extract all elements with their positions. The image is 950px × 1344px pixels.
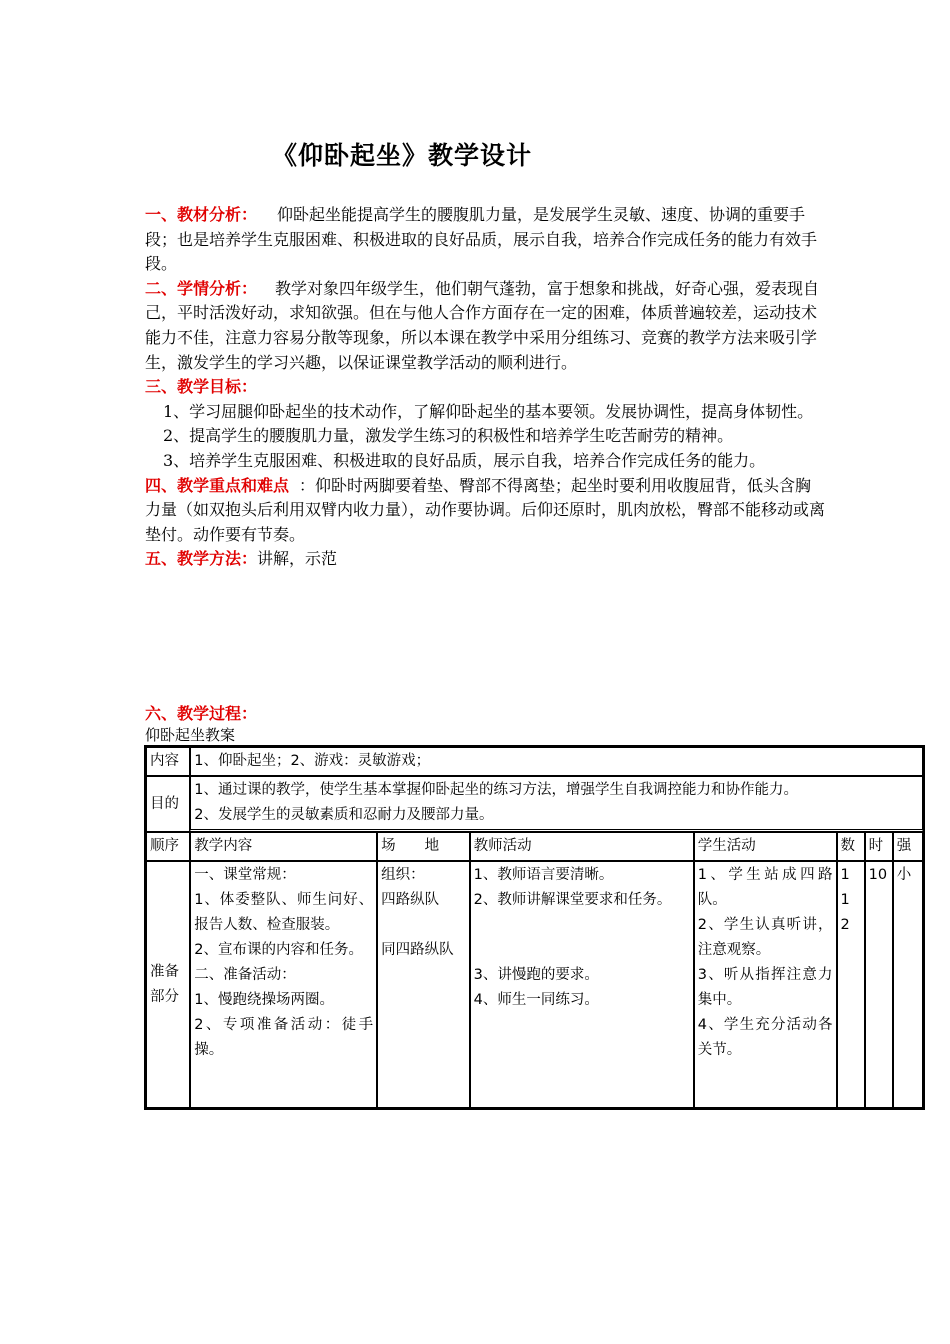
content-line: 一、课堂常规： [194, 867, 296, 883]
preparation-row [146, 861, 923, 1108]
teacher-line: 2、教师讲解课堂要求和任务。 [473, 892, 672, 908]
header-time: 时 [865, 832, 893, 861]
section-3 [145, 375, 825, 400]
teacher-line: 3、讲慢跑的要求。 [473, 967, 599, 983]
content-line: 1、慢跑绕操场两圈。 [194, 992, 334, 1008]
section-5-heading: 五、教学方法： [145, 549, 258, 569]
teacher-line: 1、教师语言要清晰。 [473, 867, 614, 883]
time-cell: 10 [865, 861, 893, 1108]
goal-line-1: 1、通过课的教学，使学生基本掌握仰卧起坐的练习方法，增强学生自我调控能力和协作能力。 [194, 782, 798, 798]
venue-line: 同四路纵队 [381, 942, 454, 958]
section-6-heading: 六、教学过程： [145, 704, 258, 723]
page-title: 《仰卧起坐》教学设计 [272, 141, 533, 170]
section-4-text: ：仰卧时两脚要着垫、臀部不得离垫；起坐时要利用收腹屈背，低头含胸力量（如双抱头后利用双臂内收力量），动作要协调。后仰还原时，肌肉放松，臀部不能移动或离垫付。动作要有节奏。 [145, 475, 826, 544]
plan-title: 仰卧起坐教案 [145, 726, 236, 744]
header-teacher: 教师活动 [470, 832, 694, 861]
content-row [146, 747, 923, 776]
venue-cell [377, 861, 469, 1108]
content-value: 1、仰卧起坐；2、游戏：灵敏游戏； [190, 747, 923, 776]
goal-3: 3、培养学生克服困难、积极进取的良好品质，展示自我，培养合作完成任务的能力。 [163, 450, 766, 470]
section-5-text: 讲解，示范 [257, 549, 338, 569]
venue-line: 四路纵队 [381, 892, 440, 908]
order-cell: 准备部分 [146, 861, 190, 1108]
venue-line: 组织： [381, 867, 425, 883]
student-cell [694, 861, 837, 1108]
content-label: 内容 [146, 747, 190, 776]
section-5 [145, 547, 825, 572]
header-venue: 场 地 [377, 832, 469, 861]
student-line: 4、学生充分活动各关节。 [697, 1017, 833, 1058]
goal-line-2: 2、发展学生的灵敏素质和忍耐力及腰部力量。 [194, 807, 494, 823]
header-count: 数 [837, 832, 865, 861]
section-1 [145, 203, 825, 277]
goal-row [146, 776, 923, 832]
header-student: 学生活动 [694, 832, 837, 861]
section-4-heading: 四、教学重点和难点 [145, 475, 290, 495]
goal-label: 目的 [146, 776, 190, 832]
header-intensity: 强 [893, 832, 923, 861]
header-content: 教学内容 [190, 832, 377, 861]
student-line: 2、学生认真听讲，注意观察。 [697, 917, 833, 958]
section-2-heading: 二、学情分析： [145, 278, 258, 298]
section-3-heading: 三、教学目标： [145, 377, 258, 397]
content-line: 2、宣布课的内容和任务。 [194, 942, 363, 958]
intensity-cell: 小 [893, 861, 923, 1108]
content-line: 二、准备活动： [194, 967, 296, 983]
count-cell: 1 1 2 [837, 861, 865, 1108]
lesson-plan-table [144, 745, 925, 1110]
teacher-line: 4、师生一同练习。 [473, 992, 599, 1008]
section-2-text: 教学对象四年级学生，他们朝气蓬勃，富于想象和挑战，好奇心强，爱表现自己，平时活泼好动，求知欲强。但在与他人合作方面存在一定的困难，体质普遍较差，运动技术能力不佳，注意力容易分散等现象，所以本课在教学中采用分组练习、竞赛的教学方法来吸引学生，激发学生的学习兴趣，以保证课堂教学活动的顺利进行。 [145, 278, 820, 372]
section-2 [145, 277, 825, 375]
content-line: 2、专项准备活动：徒手操。 [194, 1017, 374, 1058]
content-cell [190, 861, 377, 1108]
section-1-text: 仰卧起坐能提高学生的腰腹肌力量，是发展学生灵敏、速度、协调的重要手段；也是培养学生克服困难、积极进取的良好品质，展示自我，培养合作完成任务的能力有效手段。 [145, 205, 818, 274]
goal-2: 2、提高学生的腰腹肌力量，激发学生练习的积极性和培养学生吃苦耐劳的精神。 [163, 426, 734, 446]
student-line: 1、学生站成四路队。 [697, 867, 833, 908]
section-1-heading: 一、教材分析： [145, 205, 258, 224]
header-order: 顺序 [146, 832, 190, 861]
document-body [145, 203, 825, 572]
teacher-cell [470, 861, 694, 1108]
goal-value [190, 776, 923, 832]
content-line: 1、体委整队、师生问好、报告人数、检查服装。 [194, 892, 374, 933]
header-row [146, 832, 923, 861]
student-line: 3、听从指挥注意力集中。 [697, 967, 833, 1008]
goal-1: 1、学习屈腿仰卧起坐的技术动作，了解仰卧起坐的基本要领。发展协调性，提高身体韧性。 [163, 401, 814, 421]
section-4 [145, 474, 825, 548]
